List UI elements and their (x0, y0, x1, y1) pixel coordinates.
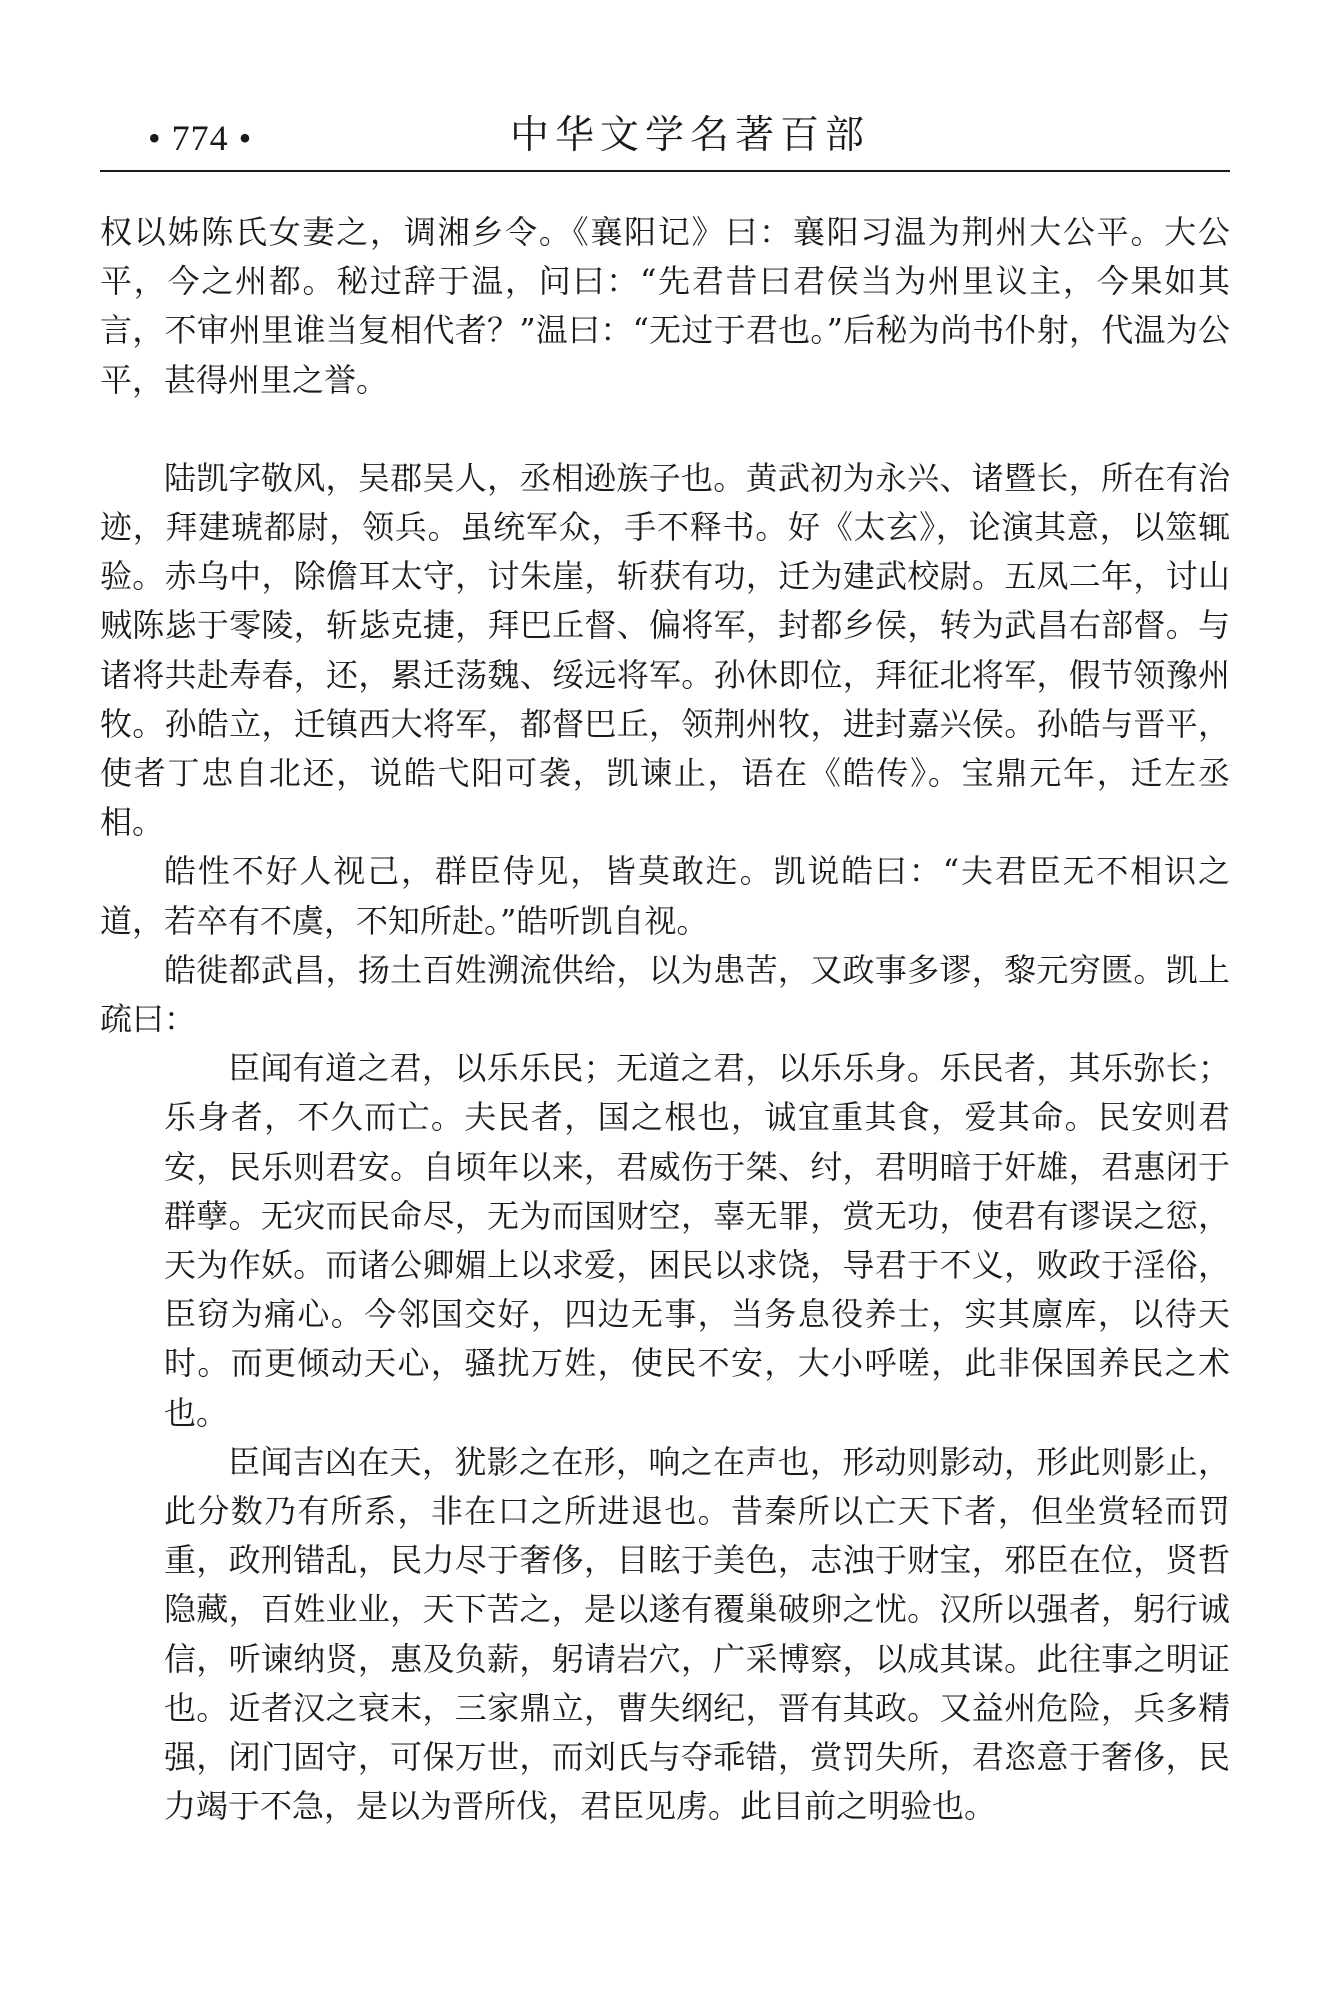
page-number: • 774 • (148, 118, 253, 158)
page-header (100, 108, 1230, 168)
memorial-quote-1: 臣闻有道之君，以乐乐民；无道之君，以乐乐身。乐民者，其乐弥长；乐身者，不久而亡。夫民者，国之根也，诚宜重其食，爱其命。民安则君安，民乐则君安。自顷年以来，君威伤于桀、纣，君明暗于奸雄，君惠闭于群孽。无灾而民命尽，无为而国财空，辜无罪，赏无功，使君有谬误之愆，天为作妖。而诸公卿媚上以求爱，困民以求饶，导君于不义，败政于淫俗，臣窃为痛心。今邻国交好，四边无事，当务息役养士，实其廪库，以待天时。而更倾动天心，骚扰万姓，使民不安，大小呼嗟，此非保国养民之术也。 (164, 1049, 1230, 1432)
memorial-quote-2: 臣闻吉凶在天，犹影之在形，响之在声也，形动则影动，形此则影止，此分数乃有所系，非在口之所进退也。昔秦所以亡天下者，但坐赏轻而罚重，政刑错乱，民力尽于奢侈，目眩于美色，志浊于财宝，邪臣在位，贤哲隐藏，百姓业业，天下苦之，是以遂有覆巢破卵之忧。汉所以强者，躬行诚信，听谏纳贤，惠及负薪，躬请岩穴，广采博察，以成其谋。此往事之明证也。近者汉之衰末，三家鼎立，曹失纲纪，晋有其政。又益州危险，兵多精强，闭门固守，可保万世，而刘氏与夺乖错，赏罚失所，君恣意于奢侈，民力竭于不急，是以为晋所伐，君臣见虏。此目前之明验也。 (164, 1442, 1230, 1826)
paragraph-hao-temper: 皓性不好人视己，群臣侍见，皆莫敢迕。凯说皓曰：“夫君臣无不相识之道，若卒有不虞，不知所赴。”皓听凯自视。 (100, 852, 1230, 940)
header-divider (100, 170, 1230, 172)
paragraph-memorial-intro: 皓徙都武昌，扬土百姓溯流供给，以为患苦，又政事多谬，黎元穷匮。凯上疏曰： (100, 950, 1230, 1039)
running-title: 中华文学名著百部 (509, 113, 870, 158)
body-text (100, 208, 1230, 1832)
paragraph-lu-kai-bio: 陆凯字敬风，吴郡吴人，丞相逊族子也。黄武初为永兴、诸暨长，所在有治迹，拜建琥都尉，领兵。虽统军众，手不释书。好《太玄》，论演其意，以筮辄验。赤乌中，除儋耳太守，讨朱崖，斩获有功，迁为建武校尉。五凤二年，讨山贼陈毖于零陵，斩毖克捷，拜巴丘督、偏将军，封都乡侯，转为武昌右部督。与诸将共赴寿春，还，累迁荡魏、绥远将军。孙休即位，拜征北将军，假节领豫州牧。孙皓立，迁镇西大将军，都督巴丘，领荆州牧，进封嘉兴侯。孙皓与晋平，使者丁忠自北还，说皓弋阳可袭，凯谏止，语在《皓传》。宝鼎元年，迁左丞相。 (100, 458, 1230, 842)
paragraph-continued: 权以姊陈氏女妻之，调湘乡令。《襄阳记》曰：襄阳习温为荆州大公平。大公平，今之州都。秘过辞于温，问曰：“先君昔曰君侯当为州里议主，今果如其言，不审州里谁当复相代者？”温曰：“无过于君也。”后秘为尚书仆射，代温为公平，甚得州里之誉。 (100, 213, 1230, 399)
